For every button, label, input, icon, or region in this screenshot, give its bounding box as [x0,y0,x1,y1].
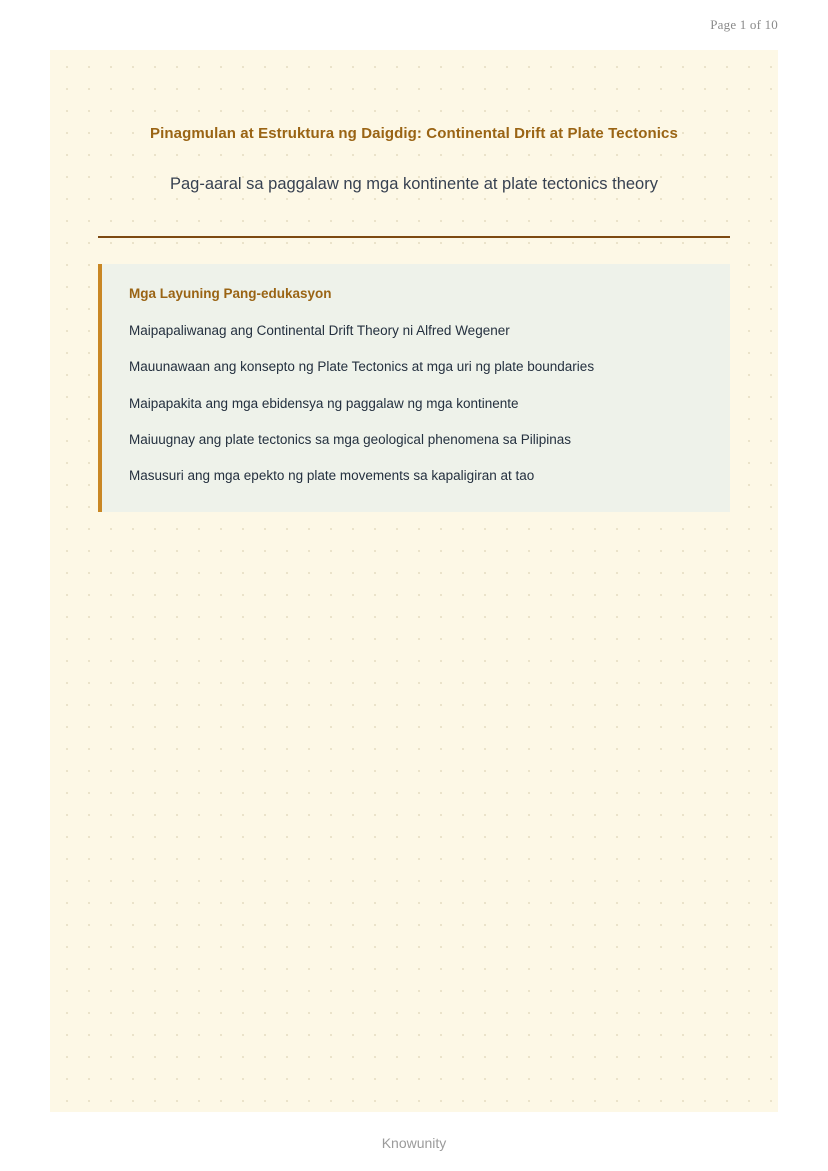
page-title: Pinagmulan at Estruktura ng Daigdig: Continental Drift at Plate Tectonics [150,125,678,142]
objectives-heading: Mga Layuning Pang-edukasyon [129,286,332,301]
footer-brand: Knowunity [381,1135,447,1151]
list-item: Maiuugnay ang plate tectonics sa mga geological phenomena sa Pilipinas [129,431,572,447]
title-divider [98,236,730,238]
document-page [50,50,778,1112]
list-item: Maipapaliwanag ang Continental Drift Theory ni Alfred Wegener [129,323,510,338]
page-indicator: Page 1 of 10 [710,17,778,32]
list-item: Masusuri ang mga epekto ng plate movements sa kapaligiran at tao [129,468,535,483]
page-subtitle: Pag-aaral sa paggalaw ng mga kontinente at plate tectonics theory [170,175,658,193]
list-item: Mauunawaan ang konsepto ng Plate Tectonics at mga uri ng plate boundaries [129,359,595,375]
objectives-panel [98,264,730,512]
document-content [98,50,730,512]
list-item: Maipapakita ang mga ebidensya ng paggalaw ng mga kontinente [129,395,519,411]
